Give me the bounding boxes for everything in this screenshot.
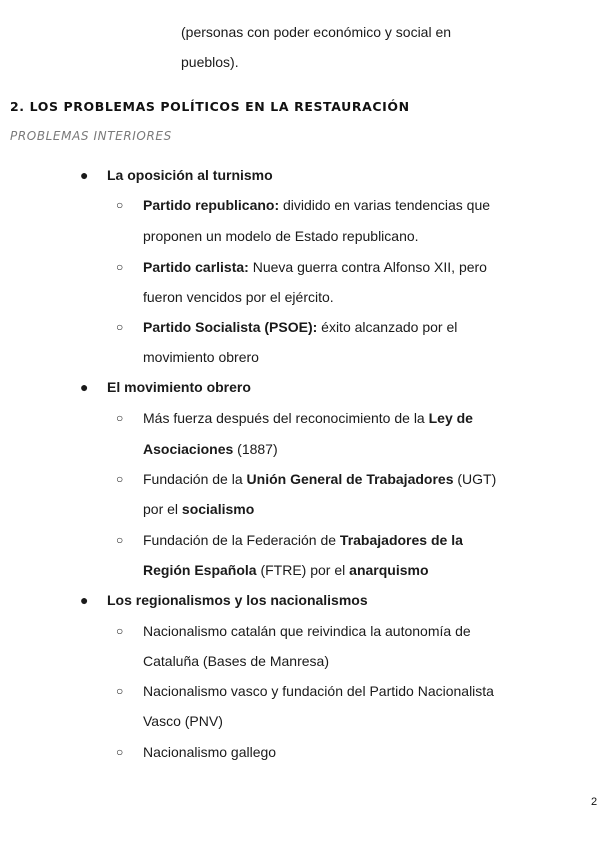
group-title: El movimiento obrero <box>107 379 251 395</box>
intro-line-1: (personas con poder económico y social en <box>181 24 452 40</box>
sub-bullet-icon: ○ <box>116 198 124 212</box>
sub-item-text: Partido Socialista (PSOE): éxito alcanzado por el <box>143 319 458 335</box>
group-title: La oposición al turnismo <box>107 167 273 183</box>
bullet-icon: ● <box>80 167 89 183</box>
sub-item-text: Partido republicano: dividido en varias tendencias que <box>143 197 491 213</box>
sub-bullet-icon: ○ <box>116 320 124 334</box>
sub-item-text-cont: Cataluña (Bases de Manresa) <box>143 653 329 669</box>
sub-bullet-icon: ○ <box>116 411 124 425</box>
sub-bullet-icon: ○ <box>116 684 124 698</box>
sub-bullet-icon: ○ <box>116 472 124 486</box>
section-heading: 2. LOS PROBLEMAS POLÍTICOS EN LA RESTAURACIÓN <box>10 99 410 114</box>
sub-item-text: Más fuerza después del reconocimiento de la Ley de <box>143 410 473 426</box>
sub-item-text-cont: Región Española (FTRE) por el anarquismo <box>143 562 429 578</box>
sub-bullet-icon: ○ <box>116 260 124 274</box>
sub-item-text: Nacionalismo gallego <box>143 744 277 760</box>
sub-item-text-cont: Vasco (PNV) <box>143 713 223 729</box>
sub-bullet-icon: ○ <box>116 533 124 547</box>
sub-item-text: Partido carlista: Nueva guerra contra Alfonso XII, pero <box>143 259 487 275</box>
sub-item-text-cont: Asociaciones (1887) <box>143 441 278 457</box>
bullet-icon: ● <box>80 592 89 608</box>
sub-item-text: Nacionalismo catalán que reivindica la autonomía de <box>143 623 471 639</box>
bullet-icon: ● <box>80 379 89 395</box>
sub-item-text-cont: fueron vencidos por el ejército. <box>143 289 334 305</box>
group-title: Los regionalismos y los nacionalismos <box>107 592 368 608</box>
sub-item-text-cont: movimiento obrero <box>143 349 259 365</box>
sub-item-text: Fundación de la Federación de Trabajadores de la <box>143 532 463 548</box>
section-subheading: PROBLEMAS INTERIORES <box>10 129 172 143</box>
sub-bullet-icon: ○ <box>116 745 124 759</box>
sub-item-text-cont: por el socialismo <box>143 501 255 517</box>
sub-bullet-icon: ○ <box>116 624 124 638</box>
sub-item-text: Fundación de la Unión General de Trabajadores (UGT) <box>143 471 497 487</box>
intro-line-2: pueblos). <box>181 54 239 70</box>
page-number: 2 <box>591 796 598 808</box>
sub-item-text: Nacionalismo vasco y fundación del Partido Nacionalista <box>143 683 494 699</box>
sub-item-text-cont: proponen un modelo de Estado republicano. <box>143 228 419 244</box>
